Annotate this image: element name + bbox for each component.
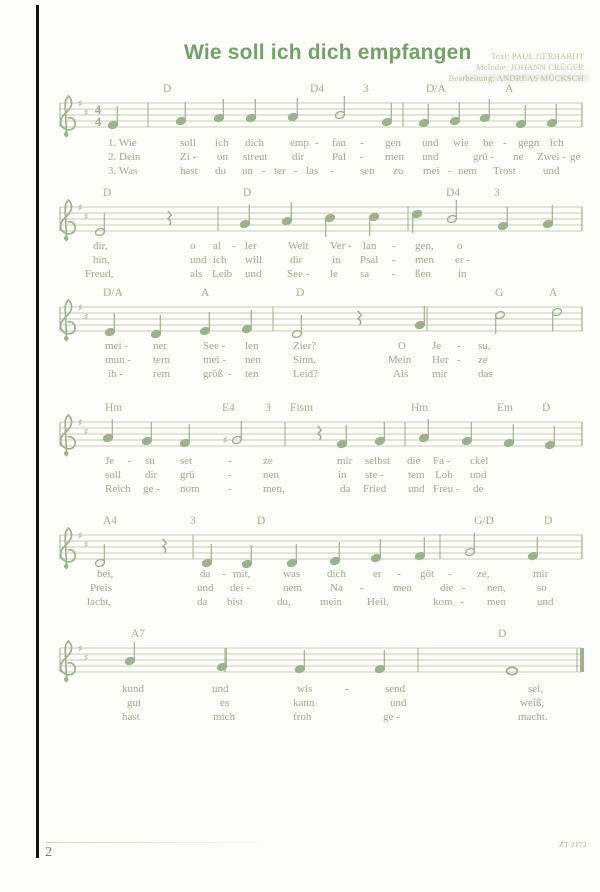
lyric-word-verse3: du: [215, 165, 226, 177]
lyric-word-verse2: die: [440, 582, 454, 594]
lyric-word-verse2: Na: [330, 582, 343, 594]
accidental-sharp-icon: ♯: [222, 435, 228, 447]
chord-label: A: [505, 83, 514, 95]
lyric-word-verse1: ler: [245, 240, 257, 252]
lyric-word-verse3: Leid?: [293, 368, 319, 380]
sharp-icon: ♯: [77, 644, 83, 655]
lyric-word-verse3: mei: [423, 165, 440, 177]
lyric-hyphen: -: [392, 268, 396, 280]
lyric-word-verse3: sen: [360, 165, 375, 177]
lyric-word-verse3: ter: [274, 165, 286, 177]
lyric-word-verse2: dir: [290, 254, 303, 266]
chord-label: D: [257, 515, 266, 527]
lyric-word-verse1: mir: [533, 568, 549, 580]
lyric-hyphen: -: [294, 165, 298, 177]
lyric-word-verse1: Je: [105, 455, 115, 467]
lyric-word-verse1: Zier?: [293, 340, 317, 352]
lyric-hyphen: -: [330, 165, 334, 177]
lyric-word-verse1: su: [145, 455, 155, 467]
lyric-word-verse2: ge: [570, 151, 581, 163]
lyric-word-verse1: sei,: [528, 683, 543, 695]
lyric-word-verse2: dei -: [230, 582, 250, 594]
time-signature: 4: [94, 114, 102, 129]
sharp-icon: ♯: [83, 312, 89, 323]
lyric-word-verse1: Je: [432, 340, 442, 352]
sharp-icon: ♯: [77, 99, 83, 110]
lyric-word-verse1: Fa -: [433, 455, 451, 467]
lyric-word-verse2: Preis: [90, 582, 112, 594]
lyric-word-verse3: mir: [432, 368, 448, 380]
lyric-word-verse2: nen: [245, 354, 261, 366]
lyric-word-verse2: Psal: [360, 254, 379, 266]
lyric-word-verse3: See -: [287, 268, 310, 280]
sharp-icon: ♯: [83, 212, 89, 223]
lyric-word-verse3: Freud,: [85, 268, 114, 280]
lyric-word-verse3: de: [473, 483, 484, 495]
lyric-word-verse2: tem: [408, 469, 425, 481]
lyric-word-verse1: O: [398, 340, 406, 352]
lyric-word-verse2: men: [415, 254, 434, 266]
lyric-hyphen: -: [360, 151, 364, 163]
lyric-hyphen: -: [360, 137, 364, 149]
lyric-word-verse3: Freu -: [433, 483, 460, 495]
lyric-word-verse2: gut: [127, 697, 142, 709]
lyric-word-verse2: 2. Dein: [108, 151, 141, 163]
lyric-word-verse1: Welt: [288, 240, 309, 252]
chord-label: D: [103, 187, 112, 199]
lyric-word-verse3: un: [242, 165, 253, 177]
lyric-word-verse1: len: [245, 340, 259, 352]
lyric-word-verse2: on: [217, 151, 228, 163]
lyric-word-verse1: al: [213, 240, 221, 252]
chord-label: D: [498, 628, 507, 640]
lyric-hyphen: -: [228, 469, 232, 481]
chord-label: D: [243, 187, 252, 199]
lyric-word-verse3: zu: [393, 165, 404, 177]
lyric-word-verse1: gegn: [518, 137, 540, 149]
lyric-hyphen: -: [228, 455, 232, 467]
chord-label: D/A: [103, 287, 123, 299]
sharp-icon: ♯: [77, 531, 83, 542]
lyric-word-verse3: Als: [393, 368, 409, 380]
lyric-word-verse2: men: [393, 582, 412, 594]
chord-label: Hm: [105, 402, 123, 414]
lyric-word-verse3: ge -: [383, 711, 400, 723]
lyric-word-verse2: mun -: [105, 354, 131, 366]
sharp-icon: ♯: [77, 418, 83, 429]
lyric-word-verse3: macht.: [518, 711, 548, 723]
lyric-word-verse1: ner: [153, 340, 168, 352]
chord-label: D/A: [426, 83, 446, 95]
lyric-hyphen: -: [345, 683, 349, 695]
lyric-word-verse2: so: [537, 582, 547, 594]
credit-text-author: Text: PAUL GERHARDT: [491, 51, 584, 61]
lyric-word-verse2: Zwei -: [537, 151, 567, 163]
lyric-word-verse1: send: [385, 683, 406, 695]
page-title: Wie soll ich dich empfangen: [184, 41, 472, 65]
sharp-icon: ♯: [83, 540, 89, 551]
lyric-word-verse1: dich: [327, 568, 346, 580]
lyric-word-verse3: rem: [153, 368, 171, 380]
lyric-word-verse1: ze,: [477, 568, 490, 580]
lyric-word-verse2: ste -: [365, 469, 384, 481]
lyric-word-verse1: dir,: [93, 240, 108, 252]
lyric-word-verse1: set: [180, 455, 193, 467]
lyric-hyphen: -: [462, 582, 466, 594]
lyric-word-verse2: streut: [243, 151, 268, 163]
chord-label: 3: [494, 187, 500, 199]
lyric-word-verse3: mich: [213, 711, 235, 723]
lyric-word-verse1: und: [422, 137, 439, 149]
sharp-icon: ♯: [83, 653, 89, 664]
lyric-word-verse2: weiß,: [520, 697, 545, 709]
lyric-word-verse3: Fried: [363, 483, 387, 495]
lyric-word-verse2: kann: [293, 697, 315, 709]
lyric-hyphen: -: [232, 240, 236, 252]
chord-label: 3: [363, 83, 369, 95]
lyric-word-verse2: und: [422, 151, 439, 163]
lyric-word-verse1: was: [283, 568, 301, 580]
lyric-hyphen: -: [448, 165, 452, 177]
lyric-hyphen: -: [222, 568, 226, 580]
footer-rule: [46, 842, 271, 843]
catalog-number: ZT 2172: [558, 840, 587, 849]
lyric-word-verse3: lacht,: [87, 596, 112, 608]
lyric-word-verse2: und: [197, 582, 214, 594]
lyric-word-verse1: göt: [420, 568, 435, 580]
lyric-word-verse2: und: [190, 254, 207, 266]
lyric-word-verse3: 3. Was: [108, 165, 138, 177]
lyric-word-verse1: soll: [180, 137, 196, 149]
lyric-word-verse1: dich: [245, 137, 264, 149]
lyric-word-verse3: froh: [293, 711, 312, 723]
lyric-word-verse2: Pal: [332, 151, 347, 163]
lyric-word-verse3: und: [245, 268, 262, 280]
chord-label: A: [549, 287, 558, 299]
lyric-hyphen: -: [392, 240, 396, 252]
lyric-hyphen: -: [457, 354, 461, 366]
lyric-word-verse1: selbst: [365, 455, 391, 467]
lyric-word-verse3: kom: [433, 596, 453, 608]
lyric-word-verse3: men: [487, 596, 506, 608]
chord-label: A: [201, 287, 210, 299]
lyric-word-verse3: und: [537, 596, 554, 608]
chord-label: A7: [131, 628, 146, 640]
lyric-word-verse1: be: [483, 137, 494, 149]
chord-label: D: [163, 83, 172, 95]
sharp-icon: ♯: [77, 203, 83, 214]
lyric-word-verse1: Ver -: [330, 240, 352, 252]
chord-label: G/D: [474, 515, 494, 527]
lyric-word-verse2: Lob: [435, 469, 453, 481]
lyric-word-verse3: in: [458, 268, 467, 280]
lyric-word-verse1: mit,: [233, 568, 251, 580]
lyric-word-verse2: ze: [478, 354, 488, 366]
lyric-word-verse1: gen,: [415, 240, 434, 252]
lyric-word-verse1: wie: [453, 137, 469, 149]
lyric-word-verse2: soll: [105, 469, 121, 481]
lyric-hyphen: -: [457, 340, 461, 352]
chord-label: D4: [310, 83, 325, 95]
lyric-word-verse2: ne: [513, 151, 524, 163]
chord-label: E4: [222, 402, 235, 414]
lyric-word-verse1: die: [407, 455, 421, 467]
lyric-word-verse1: ich: [550, 137, 564, 149]
lyric-word-verse3: las: [306, 165, 319, 177]
lyric-word-verse2: es: [220, 697, 230, 709]
lyric-word-verse1: o: [190, 240, 196, 252]
chord-label: G: [495, 287, 504, 299]
lyric-word-verse2: tern: [153, 354, 171, 366]
chord-label: D: [296, 287, 305, 299]
lyric-word-verse1: er: [373, 568, 382, 580]
lyric-word-verse1: mir: [337, 455, 353, 467]
lyric-word-verse2: grü -: [473, 151, 495, 163]
lyric-hyphen: -: [228, 483, 232, 495]
chord-label: Fism: [290, 402, 314, 414]
lyric-word-verse1: See -: [203, 340, 226, 352]
lyric-word-verse3: da: [197, 596, 208, 608]
lyric-word-verse3: sa: [360, 268, 370, 280]
chord-label: A4: [103, 515, 118, 527]
lyric-word-verse1: da: [200, 568, 211, 580]
lyric-word-verse2: nen,: [487, 582, 506, 594]
time-signature: 4: [94, 102, 102, 117]
lyric-word-verse3: hast: [180, 165, 198, 177]
lyric-hyphen: -: [262, 165, 266, 177]
lyric-word-verse2: nem: [283, 582, 302, 594]
lyric-word-verse3: ßen: [415, 268, 431, 280]
lyric-word-verse1: ze: [263, 455, 273, 467]
lyric-word-verse2: men: [385, 151, 404, 163]
lyric-word-verse3: und: [408, 483, 425, 495]
lyric-word-verse2: er -: [455, 254, 470, 266]
lyric-word-verse3: mein: [320, 596, 342, 608]
lyric-word-verse1: ich: [215, 137, 229, 149]
lyric-word-verse1: fan: [332, 137, 347, 149]
lyric-word-verse2: nen: [263, 469, 279, 481]
lyric-hyphen: -: [228, 368, 232, 380]
lyric-word-verse2: und: [390, 697, 407, 709]
credit-melody-author: Melodie: JOHANN CRÜGER: [476, 62, 584, 72]
lyric-word-verse3: Reich: [105, 483, 131, 495]
lyric-word-verse1: wis: [297, 683, 313, 695]
lyric-word-verse3: als: [190, 268, 203, 280]
lyric-word-verse2: dir: [145, 469, 158, 481]
lyric-word-verse2: in: [332, 254, 341, 266]
lyric-hyphen: -: [315, 137, 319, 149]
lyric-hyphen: -: [448, 568, 452, 580]
sharp-icon: ♯: [83, 108, 89, 119]
sharp-icon: ♯: [77, 303, 83, 314]
lyric-word-verse3: da: [340, 483, 351, 495]
lyric-word-verse2: grü: [180, 469, 195, 481]
lyric-word-verse2: will: [245, 254, 263, 266]
lyric-word-verse3: ih -: [108, 368, 123, 380]
lyric-hyphen: -: [460, 596, 464, 608]
lyric-word-verse1: bei,: [97, 568, 114, 580]
sharp-icon: ♯: [83, 427, 89, 438]
page-number: 2: [45, 845, 52, 860]
lyric-word-verse3: Leib: [212, 268, 233, 280]
lyric-word-verse1: kund: [122, 683, 144, 695]
lyric-hyphen: -: [392, 254, 396, 266]
lyric-word-verse2: Zi -: [180, 151, 197, 163]
lyric-word-verse3: ge -: [143, 483, 160, 495]
lyric-word-verse1: su,: [478, 340, 491, 352]
lyric-word-verse3: nom: [180, 483, 200, 495]
lyric-word-verse1: emp: [290, 137, 309, 149]
lyric-word-verse1: mei -: [105, 340, 128, 352]
lyric-hyphen: -: [360, 582, 364, 594]
lyric-word-verse3: hast: [122, 711, 140, 723]
lyric-word-verse1: lan: [363, 240, 377, 252]
lyric-word-verse1: gen: [385, 137, 401, 149]
lyric-word-verse3: le: [330, 268, 338, 280]
lyric-word-verse1: ckel: [470, 455, 489, 467]
lyric-word-verse2: dir: [292, 151, 305, 163]
lyric-word-verse2: mei -: [203, 354, 226, 366]
chord-label: 3: [265, 402, 271, 414]
chord-label: D: [542, 402, 551, 414]
lyric-word-verse3: größ: [203, 368, 224, 380]
lyric-word-verse2: hin,: [93, 254, 110, 266]
lyric-word-verse3: und: [543, 165, 560, 177]
lyric-word-verse3: men,: [263, 483, 285, 495]
lyric-word-verse3: Heil,: [367, 596, 389, 608]
chord-label: Hm: [411, 402, 429, 414]
lyric-hyphen: -: [128, 455, 132, 467]
lyric-word-verse3: du,: [277, 596, 291, 608]
lyric-word-verse3: ten: [245, 368, 259, 380]
chord-label: Em: [497, 402, 513, 414]
chord-label: D4: [446, 187, 461, 199]
lyric-word-verse3: das: [478, 368, 493, 380]
lyric-hyphen: -: [503, 137, 507, 149]
chord-label: D: [544, 515, 553, 527]
lyric-word-verse3: Trost: [493, 165, 516, 177]
lyric-word-verse2: und: [470, 469, 487, 481]
lyric-hyphen: -: [397, 568, 401, 580]
lyric-word-verse2: Mein: [388, 354, 412, 366]
lyric-word-verse3: nem: [458, 165, 477, 177]
chord-label: 3: [190, 515, 196, 527]
lyric-word-verse3: bist: [227, 596, 243, 608]
credit-arranger: Bearbeitung: ANDREAS MÜCKSCH: [448, 73, 584, 83]
lyric-word-verse1: und: [212, 683, 229, 695]
lyric-word-verse1: o: [457, 240, 463, 252]
lyric-word-verse2: Sinn.: [293, 354, 316, 366]
lyric-word-verse2: ich: [213, 254, 227, 266]
lyric-word-verse2: in: [338, 469, 347, 481]
lyric-word-verse2: Her: [432, 354, 449, 366]
lyric-word-verse1: 1. Wie: [108, 137, 137, 149]
